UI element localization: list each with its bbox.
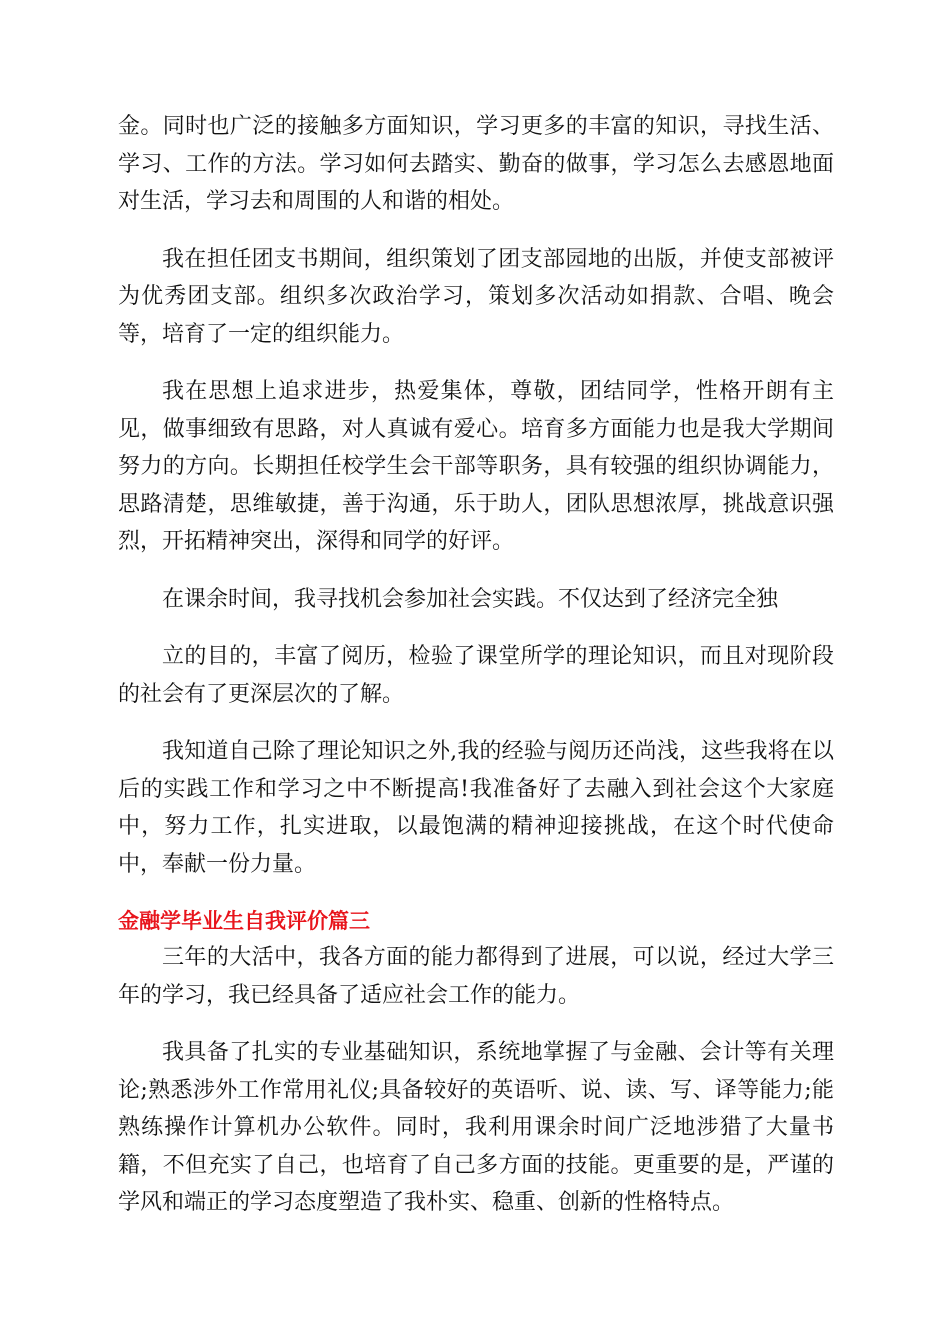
paragraph-social-practice: 在课余时间，我寻找机会参加社会实践。不仅达到了经济完全独 xyxy=(162,586,779,612)
paragraph-social-practice-continued: 立的目的，丰富了阅历，检验了课堂所学的理论知识，而且对现阶段的社会有了更深层次的了解。 xyxy=(118,644,834,707)
paragraph-future-plans: 我知道自己除了理论知识之外,我的经验与阅历还尚浅，这些我将在以后的实践工作和学习之中不断提高!我准备好了去融入到社会这个大家庭中，努力工作，扎实进取，以最饱满的精神迎接挑战，在这个时代使命中，奉献一份力量。 xyxy=(118,739,834,877)
paragraph-league-secretary: 我在担任团支书期间，组织策划了团支部园地的出版，并使支部被评为优秀团支部。组织多次政治学习，策划多次活动如捐款、合唱、晚会等，培育了一定的组织能力。 xyxy=(118,246,834,347)
document-body xyxy=(118,108,834,1242)
section-heading: 金融学毕业生自我评价篇三 xyxy=(118,909,370,933)
paragraph-three-years: 三年的大活中，我各方面的能力都得到了进展，可以说，经过大学三年的学习，我已经具备了适应社会工作的能力。 xyxy=(118,945,834,1008)
paragraph-professional-knowledge: 我具备了扎实的专业基础知识，系统地掌握了与金融、会计等有关理论;熟悉涉外工作常用礼仪;具备较好的英语听、说、读、写、译等能力;能熟练操作计算机办公软件。同时，我利用课余时间广泛地涉猎了大量书籍，不但充实了自己，也培育了自己多方面的技能。更重要的是，严谨的学风和端正的学习态度塑造了我朴实、稳重、创新的性格特点。 xyxy=(118,1040,834,1215)
paragraph-ideology: 我在思想上追求进步，热爱集体，尊敬，团结同学，性格开朗有主见，做事细致有思路，对人真诚有爱心。培育多方面能力也是我大学期间努力的方向。长期担任校学生会干部等职务，具有较强的组织协调能力，思路清楚，思维敏捷，善于沟通，乐于助人，团队思想浓厚，挑战意识强烈，开拓精神突出，深得和同学的好评。 xyxy=(118,379,834,554)
paragraph-continuation: 金。同时也广泛的接触多方面知识，学习更多的丰富的知识，寻找生活、学习、工作的方法。学习如何去踏实、勤奋的做事，学习怎么去感恩地面对生活，学习去和周围的人和谐的相处。 xyxy=(118,114,834,214)
